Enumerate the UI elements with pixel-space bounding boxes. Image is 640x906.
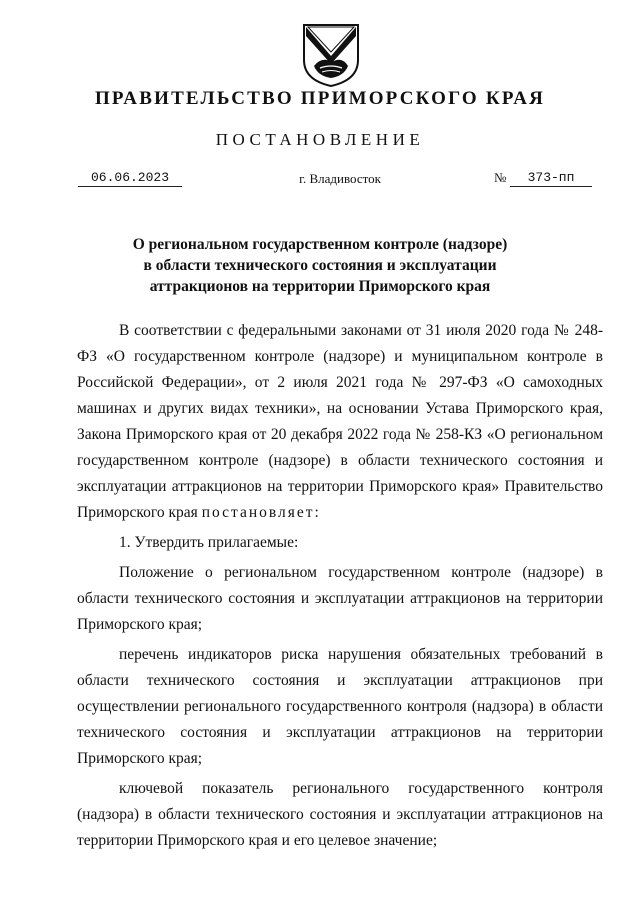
government-title: ПРАВИТЕЛЬСТВО ПРИМОРСКОГО КРАЯ [94,88,546,109]
subject-line: аттракционов на территории Приморского края [149,278,491,295]
item-1-key-indicator: ключевой показатель регионального государственного контроля (надзора) в области технического состояния и эксплуатации аттракционов на территории Приморского края и его целевое значение; [77,780,603,849]
document-date: 06.06.2023 [78,170,182,187]
document-number-label: № [494,170,507,185]
subject-line: О региональном государственном контроле (надзоре) [132,236,508,253]
document-number: 373-пп [510,170,592,187]
document-body [77,318,603,854]
document-kind: ПОСТАНОВЛЕНИЕ [215,130,425,149]
document-city: г. Владивосток [299,171,381,186]
document-subject [60,234,580,297]
item-1-regulation: Положение о региональном государственном контроле (надзоре) в области технического состояния и эксплуатации аттракционов на территории Приморского края; [77,564,603,633]
preamble-text: В соответствии с федеральными законами от 31 июля 2020 года № 248-ФЗ «О государственном контроле (надзоре) и муниципальном контроле в Российской Федерации», от 2 июля 2021 года № 297-ФЗ «О самоходных машинах и других видах техники», на основании Устава Приморского края, Закона Приморского края от 20 декабря 2022 года № 258-КЗ «О региональном государственном контроле (надзоре) в области технического состояния и эксплуатации аттракционов на территории Приморского края» Правительство Приморского края [77,322,603,521]
item-1-risk-indicators: перечень индикаторов риска нарушения обязательных требований в области технического состояния и эксплуатации аттракционов при осуществлении регионального государственного контроля (надзора) в области технического состояния и эксплуатации аттракционов на территории Приморского края; [77,646,603,767]
preamble-paragraph [77,318,603,526]
subject-line: в области технического состояния и эксплуатации [143,257,497,274]
primorsky-krai-coat-of-arms-icon [300,22,362,88]
item-1: 1. Утвердить прилагаемые: [119,534,299,551]
resolves-word: постановляет: [201,504,321,521]
